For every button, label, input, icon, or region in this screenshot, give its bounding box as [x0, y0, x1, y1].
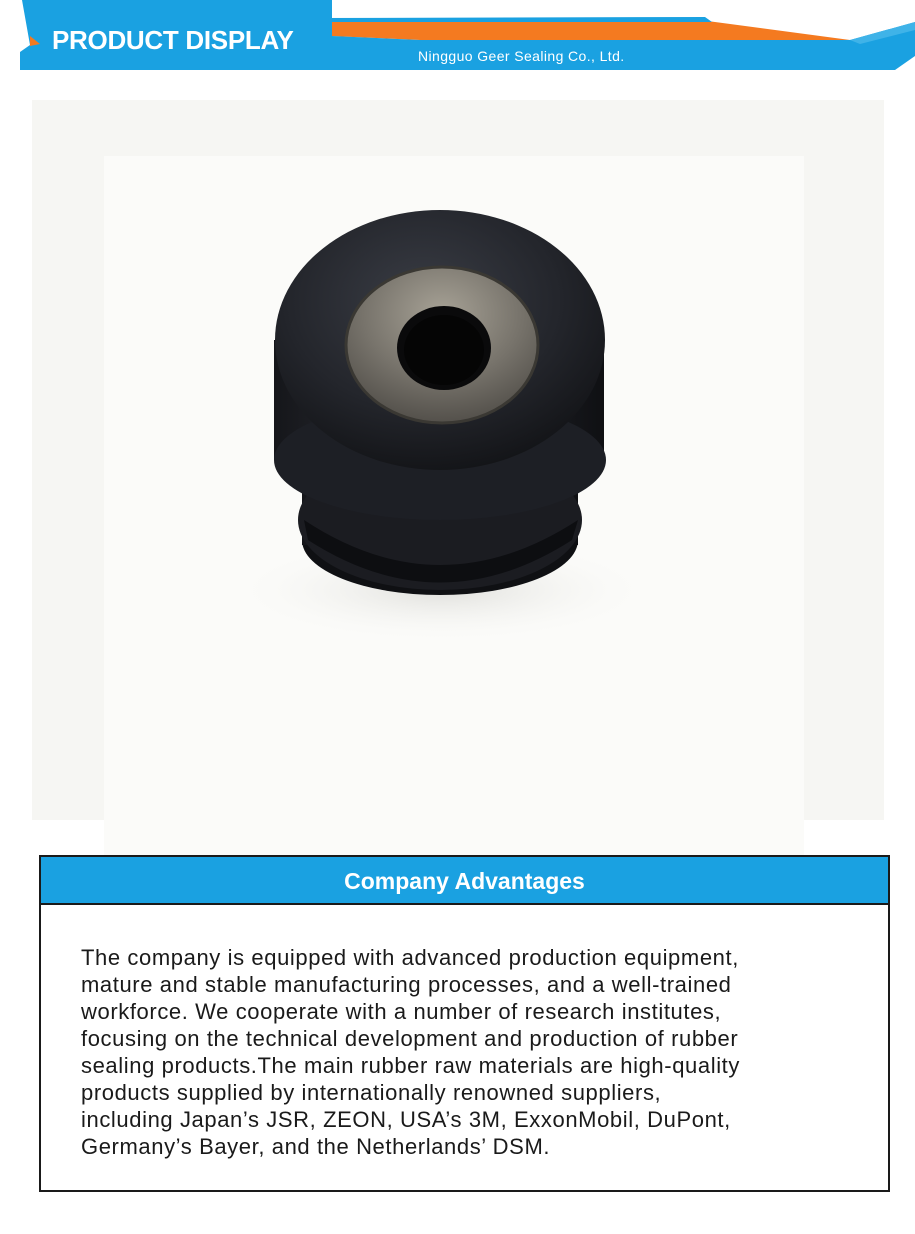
product-photo — [32, 100, 884, 820]
advantages-line: mature and stable manufacturing processes, and a well-trained — [81, 972, 732, 997]
advantages-title: Company Advantages — [344, 868, 585, 894]
advantages-line: products supplied by internationally renowned suppliers, — [81, 1080, 662, 1105]
advantages-header — [41, 857, 888, 905]
advantages-text — [81, 944, 871, 1160]
page-title: PRODUCT DISPLAY — [52, 25, 294, 55]
advantages-panel — [39, 855, 890, 1192]
advantages-line: workforce. We cooperate with a number of research institutes, — [81, 999, 722, 1024]
advantages-line: including Japan’s JSR, ZEON, USA’s 3M, ExxonMobil, DuPont, — [81, 1107, 731, 1132]
header-banner — [0, 0, 915, 80]
advantages-line: The company is equipped with advanced production equipment, — [81, 945, 739, 970]
advantages-line: Germany’s Bayer, and the Netherlands’ DSM. — [81, 1134, 551, 1159]
company-name: Ningguo Geer Sealing Co., Ltd. — [418, 48, 625, 64]
rubber-bushing-icon — [32, 100, 884, 820]
advantages-line: focusing on the technical development and production of rubber — [81, 1026, 739, 1051]
advantages-line: sealing products.The main rubber raw materials are high-quality — [81, 1053, 740, 1078]
